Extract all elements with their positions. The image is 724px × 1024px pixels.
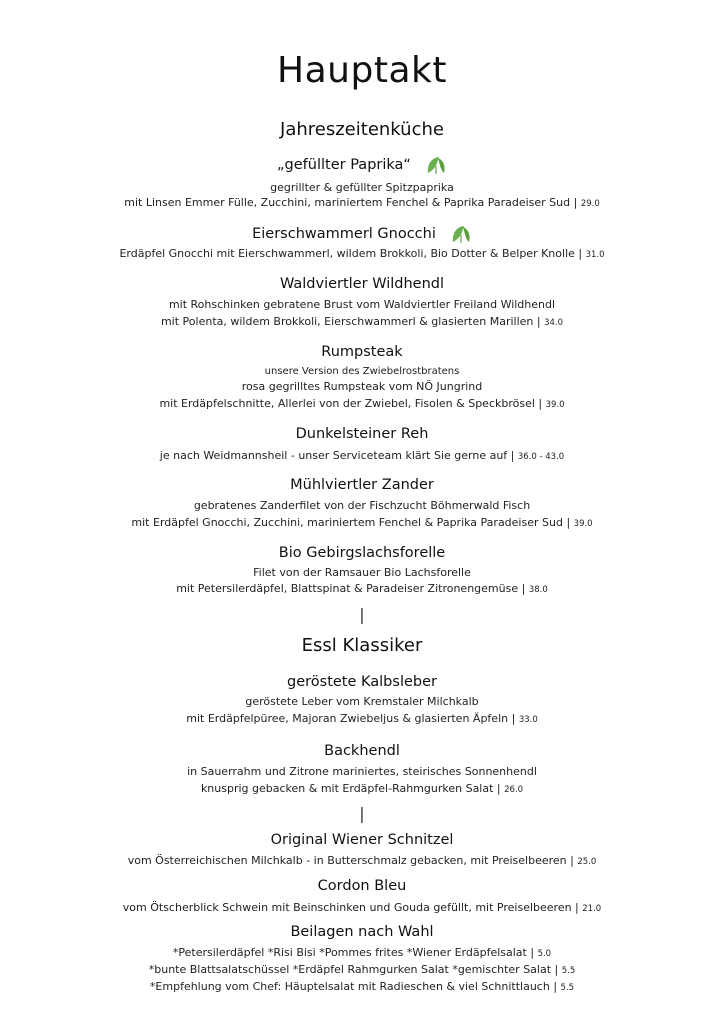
dish-description: knusprig gebacken & mit Erdäpfel-Rahmgurken Salat | 26.0	[200, 782, 524, 795]
dish-name: Backhendl	[324, 743, 400, 759]
side-option-line: *bunte Blattsalatschüssel *Erdäpfel Rahmgurken Salat *gemischter Salat | 5.5	[148, 963, 576, 976]
dish-description: geröstete Leber vom Kremstaler Milchkalb	[245, 695, 479, 708]
dish-description: rosa gegrilltes Rumpsteak vom NÖ Jungrind	[241, 380, 483, 393]
dish-description: gebratenes Zanderfilet von der Fischzucht Böhmerwald Fisch	[193, 499, 531, 512]
dish-name: Rumpsteak	[321, 344, 403, 360]
dish-name	[0, 224, 724, 244]
page-title: Hauptakt	[277, 50, 447, 91]
dish-price: 5.5	[561, 966, 576, 976]
dish-description: mit Linsen Emmer Fülle, Zucchini, mariniertem Fenchel & Paprika Paradeiser Sud | 29.0	[124, 196, 600, 209]
dish-name: Bio Gebirgslachsforelle	[278, 545, 446, 561]
dish-price: 5.0	[537, 949, 552, 959]
separator: |	[359, 605, 365, 624]
dish-price: 5.5	[560, 983, 575, 993]
dish-name: Beilagen nach Wahl	[290, 924, 434, 940]
dish-description: Erdäpfel Gnocchi mit Eierschwammerl, wildem Brokkoli, Bio Dotter & Belper Knolle | 31.0	[119, 247, 605, 260]
dish-price: 21.0	[582, 904, 602, 914]
dish-name: Cordon Bleu	[317, 878, 407, 894]
dish-name: geröstete Kalbsleber	[287, 674, 437, 690]
side-option-line: *Petersilerdäpfel *Risi Bisi *Pommes frites *Wiener Erdäpfelsalat | 5.0	[172, 946, 552, 959]
dish-name: Original Wiener Schnitzel	[270, 832, 454, 848]
dish-description: mit Erdäpfelschnitte, Allerlei von der Zwiebel, Fisolen & Speckbrösel | 39.0	[159, 397, 565, 410]
leaf-icon	[425, 155, 447, 175]
dish-title: Eierschwammerl Gnocchi	[252, 226, 436, 242]
dish-price: 39.0	[545, 400, 565, 410]
dish-description: mit Erdäpfelpüree, Majoran Zwiebeljus & glasierten Äpfeln | 33.0	[186, 712, 538, 725]
leaf-icon	[450, 224, 472, 244]
side-option-line: *Empfehlung vom Chef: Häuptelsalat mit Radieschen & viel Schnittlauch | 5.5	[149, 980, 575, 993]
dish-description: vom Ötscherblick Schwein mit Beinschinken und Gouda gefüllt, mit Preiselbeeren | 21.0	[122, 901, 602, 914]
dish-description: Filet von der Ramsauer Bio Lachsforelle	[253, 566, 471, 579]
dish-description: mit Rohschinken gebratene Brust vom Waldviertler Freiland Wildhendl	[168, 298, 556, 311]
section-heading-classics: Essl Klassiker	[301, 635, 423, 656]
separator: |	[359, 804, 365, 823]
dish-description: in Sauerrahm und Zitrone mariniertes, steirisches Sonnenhendl	[187, 765, 537, 778]
dish-price: 25.0	[577, 857, 597, 867]
dish-price: 36.0 - 43.0	[517, 452, 565, 462]
dish-name: Waldviertler Wildhendl	[279, 276, 445, 292]
dish-title: „gefüllter Paprika“	[277, 157, 411, 173]
dish-description: gegrillter & gefüllter Spitzpaprika	[270, 181, 454, 194]
dish-description: vom Österreichischen Milchkalb - in Butterschmalz gebacken, mit Preiselbeeren | 25.0	[127, 854, 597, 867]
dish-description: mit Erdäpfel Gnocchi, Zucchini, mariniertem Fenchel & Paprika Paradeiser Sud | 39.0	[131, 516, 593, 529]
dish-name	[0, 155, 724, 175]
dish-price: 38.0	[528, 585, 548, 595]
dish-price: 26.0	[504, 785, 524, 795]
section-heading-seasonal: Jahreszeitenküche	[280, 119, 444, 140]
dish-price: 29.0	[580, 199, 600, 209]
dish-subtitle: unsere Version des Zwiebelrostbratens	[264, 366, 460, 377]
dish-price: 34.0	[544, 318, 564, 328]
dish-description: mit Petersilerdäpfel, Blattspinat & Paradeiser Zitronengemüse | 38.0	[176, 582, 548, 595]
dish-price: 39.0	[573, 519, 593, 529]
dish-description: mit Polenta, wildem Brokkoli, Eierschwammerl & glasierten Marillen | 34.0	[160, 315, 564, 328]
dish-description: je nach Weidmannsheil - unser Serviceteam klärt Sie gerne auf | 36.0 - 43.0	[159, 449, 565, 462]
dish-price: 31.0	[585, 250, 605, 260]
dish-name: Dunkelsteiner Reh	[295, 426, 429, 442]
dish-price: 33.0	[518, 715, 538, 725]
dish-name: Mühlviertler Zander	[290, 477, 434, 493]
